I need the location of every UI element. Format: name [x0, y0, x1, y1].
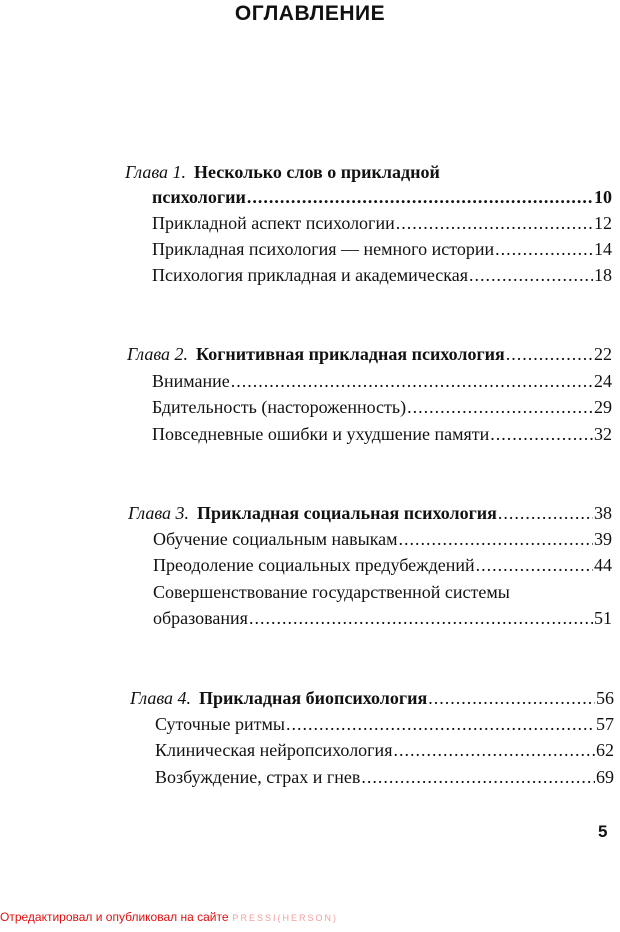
- chapter-2-prefix: Глава 2.: [127, 344, 189, 364]
- chapter-1-heading[interactable]: [125, 160, 615, 184]
- toc-entry[interactable]: [152, 263, 612, 287]
- toc-entry-label: Бдительность (настороженность): [152, 397, 407, 417]
- toc-entry-page: 29: [594, 397, 612, 417]
- leader-dots: [407, 395, 593, 419]
- leader-dots: [249, 606, 593, 630]
- toc-entry-label: Совершенствование государственной системы: [153, 582, 510, 602]
- leader-dots: [476, 553, 593, 577]
- toc-entry-page: 24: [594, 371, 612, 391]
- footer-site: PRESSI(HERSON): [232, 913, 339, 923]
- leader-dots: [393, 738, 595, 762]
- toc-entry-label: образования: [153, 608, 248, 628]
- leader-dots: [428, 686, 595, 710]
- chapter-3-prefix: Глава 3.: [128, 503, 190, 523]
- chapter-4-heading[interactable]: [130, 686, 614, 710]
- toc-entry-line1[interactable]: [153, 580, 612, 604]
- chapter-2-title: Когнитивная прикладная психология: [196, 344, 505, 364]
- chapter-3-heading[interactable]: [128, 501, 612, 525]
- footer-text: Отредактировал и опубликовал на сайте: [0, 910, 229, 924]
- toc-entry-label: Обучение социальным навыкам: [153, 529, 398, 549]
- toc-entry-page: 51: [594, 608, 612, 628]
- toc-entry[interactable]: [152, 395, 612, 419]
- toc-entry-label: Преодоление социальных предубеждений: [153, 555, 475, 575]
- chapter-2-heading[interactable]: [127, 342, 612, 366]
- toc-entry-label: Суточные ритмы: [155, 714, 285, 734]
- toc-entry[interactable]: [153, 606, 612, 630]
- chapter-1-title-line2: психологии: [152, 187, 246, 207]
- chapter-3-title: Прикладная социальная психология: [197, 503, 497, 523]
- toc-entry[interactable]: [155, 712, 614, 736]
- toc-entry-label: Внимание: [152, 371, 230, 391]
- chapter-4-title: Прикладная биопсихология: [199, 688, 428, 708]
- chapter-1-title-line1: Несколько слов о прикладной: [194, 162, 440, 182]
- toc-entry-page: 62: [596, 740, 614, 760]
- leader-dots: [286, 712, 595, 736]
- leader-dots: [361, 765, 595, 789]
- toc-entry[interactable]: [155, 738, 614, 762]
- toc-entry-page: 14: [594, 239, 612, 259]
- chapter-4-page: 56: [596, 688, 614, 708]
- toc-entry-label: Повседневные ошибки и ухудшение памяти: [152, 424, 490, 444]
- page-title: ОГЛАВЛЕНИЕ: [234, 2, 386, 25]
- toc-entry-page: 18: [594, 265, 612, 285]
- toc-entry-page: 39: [594, 529, 612, 549]
- chapter-1-prefix: Глава 1.: [125, 162, 187, 182]
- chapter-2-page: 22: [594, 344, 612, 364]
- leader-dots: [498, 501, 593, 525]
- leader-dots: [506, 342, 593, 366]
- toc-entry[interactable]: [152, 369, 612, 393]
- toc-entry-label: Прикладная психология — немного истории: [152, 239, 495, 259]
- leader-dots: [231, 369, 593, 393]
- toc-entry[interactable]: [152, 422, 612, 446]
- footer-credit: [0, 910, 338, 924]
- toc-entry-page: 12: [594, 213, 612, 233]
- chapter-3-page: 38: [594, 503, 612, 523]
- chapter-1-page: 10: [594, 187, 612, 207]
- leader-dots: [469, 263, 593, 287]
- toc-entry-page: 44: [594, 555, 612, 575]
- chapter-4-prefix: Глава 4.: [130, 688, 192, 708]
- toc-entry-page: 69: [596, 767, 614, 787]
- toc-entry[interactable]: [152, 237, 612, 261]
- leader-dots: [247, 185, 593, 209]
- toc-entry-label: Клиническая нейропсихология: [155, 740, 393, 760]
- chapter-1-heading-continued[interactable]: [152, 185, 612, 209]
- leader-dots: [396, 211, 593, 235]
- toc-entry[interactable]: [153, 553, 612, 577]
- toc-entry-label: Прикладной аспект психологии: [152, 213, 395, 233]
- page-number: 5: [598, 822, 608, 841]
- leader-dots: [490, 422, 593, 446]
- toc-entry-page: 57: [596, 714, 614, 734]
- leader-dots: [399, 527, 593, 551]
- toc-entry-label: Психология прикладная и академическая: [152, 265, 468, 285]
- toc-entry-page: 32: [594, 424, 612, 444]
- toc-entry[interactable]: [155, 765, 614, 789]
- leader-dots: [495, 237, 593, 261]
- toc-entry[interactable]: [152, 211, 612, 235]
- toc-entry-label: Возбуждение, страх и гнев: [155, 767, 361, 787]
- toc-entry[interactable]: [153, 527, 612, 551]
